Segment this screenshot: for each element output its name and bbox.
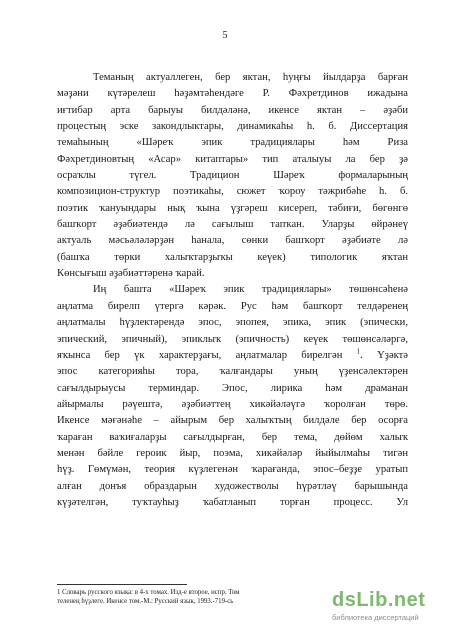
text-line: поэтик ҡануындары нық ҡына үҙгәреш кисереп, тәбиғи, бөгөнгө (57, 202, 408, 214)
text-line: аңлатмалы һүҙлектәрендә эпос, эпопея, эпика, эпик (эпически, (57, 317, 408, 329)
paragraph-2 (57, 282, 408, 511)
text-line: алған донъя образдарын художестволы һүрәтләү барышында (57, 480, 408, 492)
text-line: менән бәйле героик йыр, поэма, хикәйәләр йыйылмаһы тигән (57, 447, 408, 459)
text-line: композицион-структур поэтикаһы, сюжет ҡороу тәжрибәһе һ. б. (57, 186, 408, 198)
paragraph-1 (57, 70, 408, 282)
text-line: ҡараған ваҡиғаларҙы сағылдырған, бер тема, дөйөм халыҡ (57, 431, 408, 443)
footnote-line: 1 Словарь русского языка: в 4-х томах. Изд-е второе, испр. Том (57, 589, 240, 596)
page-number: 5 (222, 30, 228, 41)
text-line: эпический, эпичный), эпиклыҡ (эпичность) кеүек төшөнсәләргә, (57, 333, 408, 345)
text-line: сағылдырыусы терминдар. Эпос, лирика һәм драманан (57, 382, 408, 394)
text-line: процестың эске закондлыктары, динамикаһы һ. б. Диссертация (57, 121, 408, 133)
text-line: һүҙ. Гөмүмән, теория күҙлегенән ҡарағанда, эпос–беҙҙе уратып (57, 464, 408, 476)
text-line: башҡорт әҙәбиәтендә лә сағылыш тапҡан. Уларҙы өйрәнеү (57, 219, 408, 231)
body-text (57, 70, 408, 511)
text-line: Икенсе мәғәнәһе – айырым бер халыҡтың билдәле бер осорға (57, 415, 408, 427)
text-line: аңлатма бирелп үтергә кәрәк. Рус һәм башҡорт телдәренең (57, 300, 408, 312)
watermark-logo-text: dsLib.net (332, 589, 426, 611)
text-line: яҡынса бер үк характерҙағы, аңлатмалар бирелгән $^1$. Үҙәктә (57, 347, 408, 361)
text-line: Теманың актуаллеген, бер яктан, һуңғы йылдарҙа барған (93, 72, 408, 83)
text-line: актуаль мәсьәләләрҙән һанала, сөнки башҡорт әҙәбиәте лә (57, 235, 408, 247)
text-line: мәҙәни күтәрелеш һәҙәмтәһендәге Р. Фәхретдинов ижадына (57, 88, 408, 100)
watermark-subtitle: библиотека диссертаций (332, 613, 419, 622)
text-line: Көнсығыш әҙәбиәттәренә ҡарай. (57, 268, 205, 280)
text-line: иғтибар арта барыуы билдәләнә, икенсе яктан – әҙәби (57, 104, 408, 116)
text-line: Фәхретдиновтың «Асар» китаптары» тип аталыуы ла бер ҙә (57, 153, 408, 165)
text-line: айырмалы рәүештә, әҙәбиәттең хикәйәләүгә ҡоролған төрө. (57, 398, 408, 410)
text-line: осраҡлы түгел. Традицион Шәреҡ формаларының (57, 170, 408, 182)
footnote-rule (57, 584, 187, 585)
footnote-line: теленең һүҙлеге. Икенсе том.-М.: Русский язык, 1993.-719-сь (57, 598, 234, 605)
text-line: (башҡа төрки халыҡтарҙыҡы кеүек) типологик яҡтан (57, 251, 408, 263)
footnote (57, 588, 307, 606)
text-line-tail: . Үҙәктә (360, 349, 408, 361)
text-line: Иң башта «Шәреҡ эпик традициялары» төшөнсәһенә (93, 284, 408, 296)
text-line: темаһының «Шәреҡ эпик традициялары һәм Риза (57, 137, 408, 149)
text-line: күҙәтелгән, туҡтауһыҙ ҡабатланып торған процесс. Ул (57, 496, 408, 508)
text-line: эпос категорияһы тора, ҡалғандары уның үҙенсәлектәрен (57, 366, 408, 378)
watermark-logo[interactable] (332, 589, 444, 629)
footnote-marker[interactable]: 1 (356, 347, 361, 356)
